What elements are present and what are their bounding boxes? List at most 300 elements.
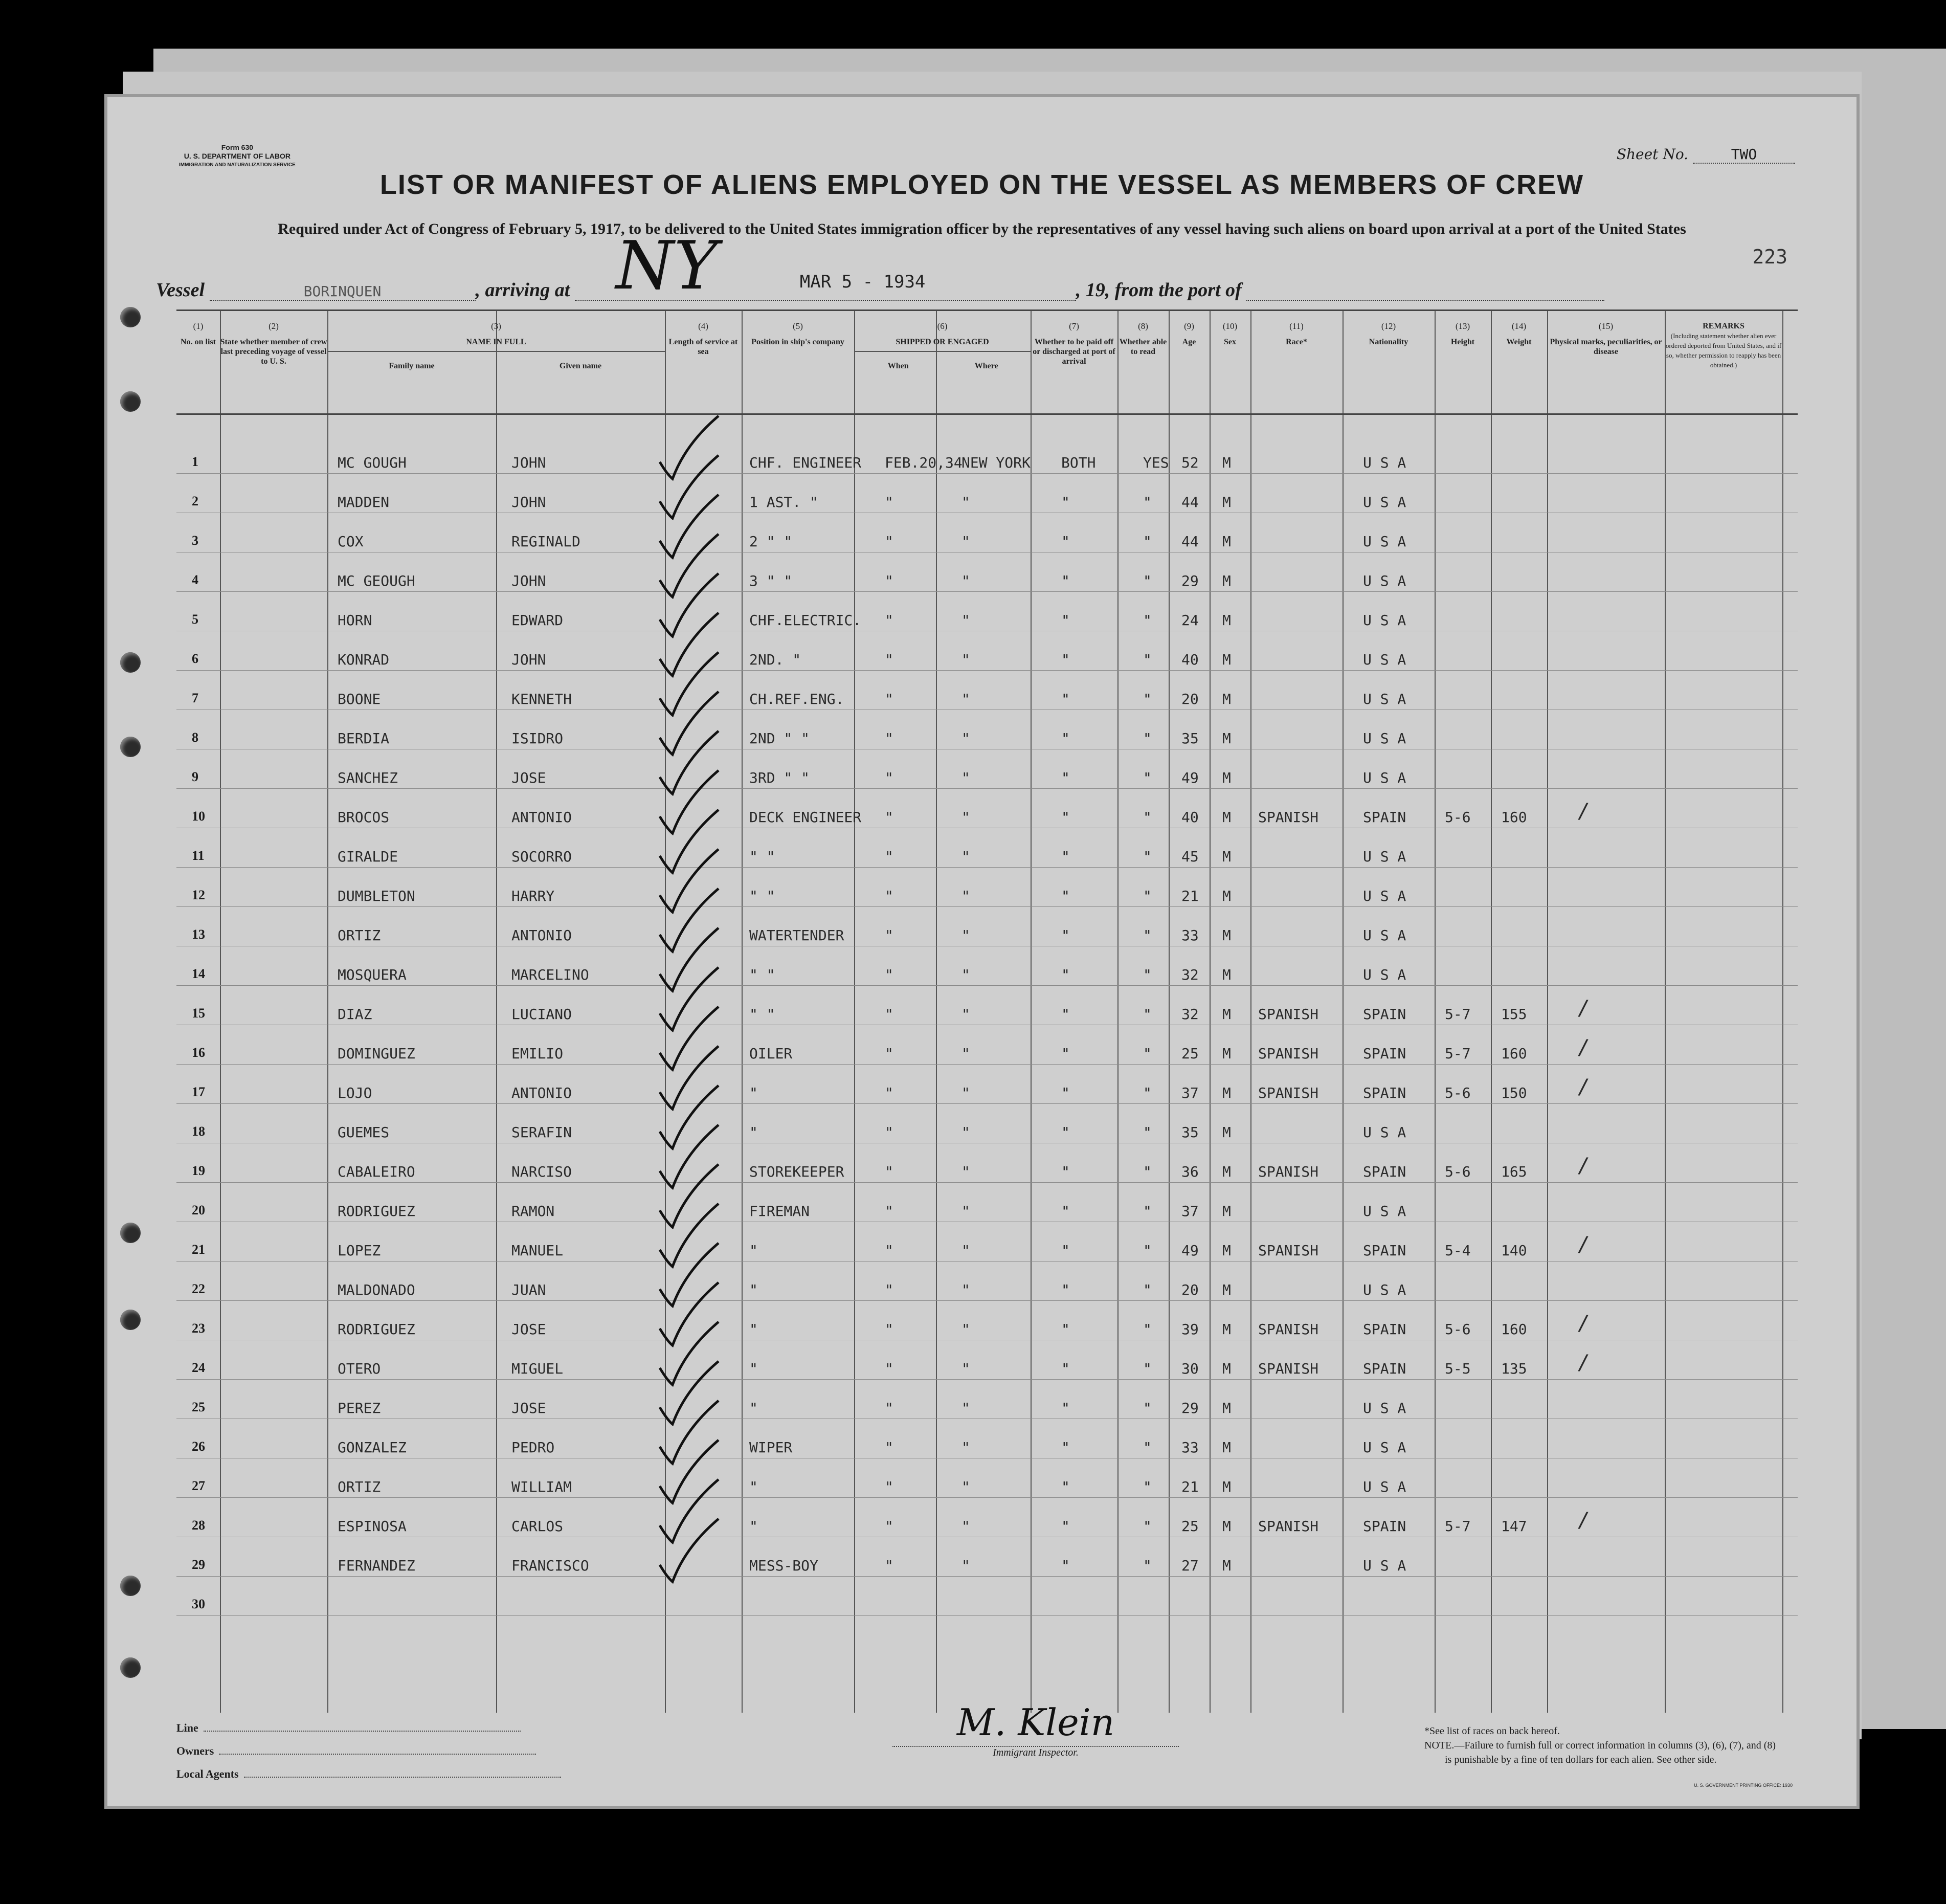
cell-age: 20 — [1181, 1281, 1199, 1298]
cell-family: DIAZ — [338, 1006, 372, 1023]
column-label: Age — [1182, 338, 1196, 346]
cell-read: " — [1143, 1281, 1152, 1298]
cell-when: " — [885, 1518, 893, 1535]
cell-family: MC GEOUGH — [338, 572, 415, 589]
table-row — [176, 1182, 1798, 1222]
cell-age: 44 — [1181, 494, 1199, 511]
arrival-port-handwritten: NY — [615, 227, 718, 304]
cell-age: 21 — [1181, 888, 1199, 904]
cell-sex: M — [1222, 572, 1231, 589]
cell-paid: " — [1061, 1045, 1070, 1062]
cell-no: 8 — [192, 730, 198, 745]
table-row — [176, 1261, 1798, 1301]
cell-paid: " — [1061, 1400, 1070, 1416]
cell-where: NEW YORK — [961, 454, 1031, 471]
cell-where: " — [961, 691, 970, 707]
cell-sex: M — [1222, 927, 1231, 944]
footer-notes — [1424, 1724, 1776, 1767]
table-row — [176, 906, 1798, 946]
cell-paid: " — [1061, 966, 1070, 983]
cell-read: " — [1143, 1321, 1152, 1338]
cell-age: 37 — [1181, 1084, 1199, 1101]
cell-when: " — [885, 1557, 893, 1574]
column-header — [1210, 311, 1250, 413]
table-row — [176, 985, 1798, 1025]
cell-paid: " — [1061, 927, 1070, 944]
table-row — [176, 1340, 1798, 1380]
cell-no: 14 — [192, 966, 205, 981]
penalty-note: NOTE.—Failure to furnish full or correct information in columns (3), (6), (7), and (8) — [1424, 1740, 1776, 1751]
cell-where: " — [961, 1006, 970, 1023]
year-label: , 19 — [1076, 279, 1105, 301]
cell-no: 12 — [192, 888, 205, 902]
cell-family: RODRIGUEZ — [338, 1203, 415, 1220]
cell-read: " — [1143, 1557, 1152, 1574]
cell-marks: / — [1578, 1154, 1591, 1178]
cell-when: " — [885, 1045, 893, 1062]
cell-given: MANUEL — [511, 1242, 564, 1259]
cell-when: " — [885, 848, 893, 865]
cell-family: SANCHEZ — [338, 769, 398, 786]
cell-age: 35 — [1181, 1124, 1199, 1141]
cell-nat: U S A — [1363, 1400, 1406, 1416]
cell-family: BOONE — [338, 691, 381, 707]
table-row — [176, 946, 1798, 986]
arrival-port-field — [575, 227, 1076, 304]
cell-family: ORTIZ — [338, 927, 381, 944]
cell-nat: U S A — [1363, 494, 1406, 511]
column-label: SHIPPED OR ENGAGED — [854, 337, 1031, 352]
cell-height: 5-4 — [1445, 1242, 1471, 1259]
cell-read: " — [1143, 1400, 1152, 1416]
cell-no: 13 — [192, 927, 205, 942]
cell-no: 26 — [192, 1439, 205, 1454]
cell-where: " — [961, 1242, 970, 1259]
cell-sex: M — [1222, 1400, 1231, 1416]
cell-marks: / — [1578, 1036, 1591, 1059]
column-header — [1435, 311, 1491, 413]
cell-where: " — [961, 1321, 970, 1338]
cell-read: " — [1143, 848, 1152, 865]
cell-no: 1 — [192, 454, 198, 469]
cell-family: BROCOS — [338, 809, 390, 826]
cell-no: 2 — [192, 494, 198, 508]
column-header — [742, 311, 854, 413]
cell-paid: " — [1061, 612, 1070, 629]
cell-given: SOCORRO — [511, 848, 572, 865]
cell-where: " — [961, 612, 970, 629]
cell-race: SPANISH — [1258, 1321, 1319, 1338]
column-label: Race* — [1286, 338, 1307, 346]
cell-position: CH.REF.ENG. — [749, 691, 844, 707]
cell-read: " — [1143, 730, 1152, 747]
cell-nat: U S A — [1363, 888, 1406, 904]
cell-family: KONRAD — [338, 651, 390, 668]
inspector-signature: M. Klein — [956, 1701, 1115, 1744]
cell-where: " — [961, 1281, 970, 1298]
cell-where: " — [961, 1084, 970, 1101]
column-header — [1117, 311, 1169, 413]
cell-when: " — [885, 769, 893, 786]
column-label: State whether member of crew last preceding voyage of vessel to U. S. — [220, 338, 327, 366]
cell-read: " — [1143, 651, 1152, 668]
cell-height: 5-5 — [1445, 1360, 1471, 1377]
cell-given: JOSE — [511, 769, 546, 786]
cell-where: " — [961, 1518, 970, 1535]
vessel-label: Vessel — [156, 279, 205, 301]
cell-given: NARCISO — [511, 1163, 572, 1180]
cell-nat: SPAIN — [1363, 1006, 1406, 1023]
cell-position: STOREKEEPER — [749, 1163, 844, 1180]
cell-read: " — [1143, 1360, 1152, 1377]
cell-sex: M — [1222, 1518, 1231, 1535]
cell-race: SPANISH — [1258, 1242, 1319, 1259]
cell-nat: SPAIN — [1363, 1163, 1406, 1180]
cell-age: 37 — [1181, 1203, 1199, 1220]
cell-nat: U S A — [1363, 1281, 1406, 1298]
cell-age: 33 — [1181, 927, 1199, 944]
cell-position: " " — [749, 966, 775, 983]
cell-no: 16 — [192, 1045, 205, 1060]
cell-weight: 135 — [1501, 1360, 1527, 1377]
cell-position: " — [749, 1281, 758, 1298]
cell-no: 27 — [192, 1478, 205, 1493]
column-number: (9) — [1184, 321, 1194, 331]
cell-family: GONZALEZ — [338, 1439, 407, 1456]
cell-nat: U S A — [1363, 769, 1406, 786]
cell-nat: U S A — [1363, 691, 1406, 707]
cell-sex: M — [1222, 1439, 1231, 1456]
cell-when: " — [885, 1124, 893, 1141]
cell-read: " — [1143, 809, 1152, 826]
cell-no: 24 — [192, 1360, 205, 1375]
column-header — [327, 311, 665, 413]
cell-read: " — [1143, 1518, 1152, 1535]
column-header — [1250, 311, 1343, 413]
cell-where: " — [961, 1203, 970, 1220]
cell-no: 5 — [192, 612, 198, 627]
cell-given: ANTONIO — [511, 809, 572, 826]
cell-read: " — [1143, 1478, 1152, 1495]
cell-read: " — [1143, 533, 1152, 550]
cell-weight: 147 — [1501, 1518, 1527, 1535]
cell-nat: U S A — [1363, 1203, 1406, 1220]
cell-when: " — [885, 927, 893, 944]
cell-position: 1 AST. " — [749, 494, 818, 511]
cell-position: 2 " " — [749, 533, 793, 550]
cell-where: " — [961, 1163, 970, 1180]
cell-read: " — [1143, 1439, 1152, 1456]
column-label: No. on list — [181, 338, 216, 346]
cell-family: GUEMES — [338, 1124, 390, 1141]
cell-when: " — [885, 966, 893, 983]
cell-marks: / — [1578, 997, 1591, 1020]
cell-sex: M — [1222, 1242, 1231, 1259]
cell-where: " — [961, 730, 970, 747]
cell-age: 44 — [1181, 533, 1199, 550]
column-number: (1) — [193, 321, 204, 331]
cell-read: " — [1143, 1006, 1152, 1023]
table-row — [176, 1576, 1798, 1616]
table-row — [176, 1025, 1798, 1065]
cell-paid: " — [1061, 809, 1070, 826]
races-note: *See list of races on back hereof. — [1424, 1725, 1560, 1737]
inspector-label: Immigrant Inspector. — [892, 1746, 1179, 1759]
cell-where: " — [961, 1478, 970, 1495]
cell-no: 6 — [192, 651, 198, 666]
table-row — [176, 473, 1798, 513]
cell-family: OTERO — [338, 1360, 381, 1377]
punch-hole — [120, 1657, 141, 1678]
column-label: Sex — [1224, 338, 1236, 346]
sheet-number — [1617, 146, 1795, 164]
cell-given: JOSE — [511, 1400, 546, 1416]
cell-given: REGINALD — [511, 533, 580, 550]
cell-position: " — [749, 1124, 758, 1141]
cell-given: EMILIO — [511, 1045, 564, 1062]
cell-height: 5-6 — [1445, 809, 1471, 826]
table-row — [176, 1103, 1798, 1143]
cell-when: " — [885, 572, 893, 589]
cell-age: 40 — [1181, 809, 1199, 826]
line-label: Line — [176, 1721, 198, 1734]
cell-weight: 160 — [1501, 809, 1527, 826]
column-number: (15) — [1598, 321, 1614, 331]
owners-field — [176, 1744, 536, 1758]
cell-given: HARRY — [511, 888, 555, 904]
cell-family: BERDIA — [338, 730, 390, 747]
column-label: Weight — [1506, 338, 1532, 346]
punch-hole — [120, 391, 141, 412]
cell-weight: 160 — [1501, 1045, 1527, 1062]
cell-race: SPANISH — [1258, 1518, 1319, 1535]
cell-position: OILER — [749, 1045, 793, 1062]
column-label: Position in ship's company — [751, 338, 844, 346]
cell-given: CARLOS — [511, 1518, 564, 1535]
column-sublabel: (Including statement whether alien ever ordered deported from United States, and if so, whether permission to reapply has been obtained.) — [1665, 332, 1782, 369]
cell-given: KENNETH — [511, 691, 572, 707]
cell-age: 39 — [1181, 1321, 1199, 1338]
cell-position: " " — [749, 888, 775, 904]
cell-given: JUAN — [511, 1281, 546, 1298]
cell-position: 3 " " — [749, 572, 793, 589]
cell-when: " — [885, 612, 893, 629]
cell-no: 15 — [192, 1006, 205, 1021]
column-header — [665, 311, 742, 413]
cell-nat: U S A — [1363, 612, 1406, 629]
form-tag — [179, 143, 296, 169]
cell-family: CABALEIRO — [338, 1163, 415, 1180]
cell-family: MC GOUGH — [338, 454, 407, 471]
cell-position: CHF. ENGINEER — [749, 454, 862, 471]
footer — [176, 1701, 1798, 1793]
cell-weight: 150 — [1501, 1084, 1527, 1101]
cell-when: " — [885, 1321, 893, 1338]
cell-paid: " — [1061, 533, 1070, 550]
cell-where: " — [961, 848, 970, 865]
cell-position: 2ND. " — [749, 651, 801, 668]
cell-given: PEDRO — [511, 1439, 555, 1456]
cell-given: JOHN — [511, 454, 546, 471]
penalty-note-cont: is punishable by a fine of ten dollars for each alien. See other side. — [1445, 1754, 1717, 1765]
cell-read: " — [1143, 1045, 1152, 1062]
cell-no: 9 — [192, 769, 198, 784]
cell-no: 28 — [192, 1518, 205, 1533]
cell-age: 32 — [1181, 1006, 1199, 1023]
cell-family: DOMINGUEZ — [338, 1045, 415, 1062]
cell-position: " — [749, 1478, 758, 1495]
punch-hole — [120, 1310, 141, 1330]
cell-nat: U S A — [1363, 966, 1406, 983]
table-row — [176, 867, 1798, 907]
cell-position: " — [749, 1518, 758, 1535]
cell-where: " — [961, 651, 970, 668]
cell-sex: M — [1222, 1321, 1231, 1338]
cell-height: 5-6 — [1445, 1321, 1471, 1338]
column-number: (4) — [698, 321, 708, 331]
column-sublabel: When — [887, 362, 909, 370]
column-label: Physical marks, peculiarities, or disease — [1550, 338, 1662, 356]
column-number: (11) — [1289, 321, 1304, 331]
cell-read: " — [1143, 1124, 1152, 1141]
cell-race: SPANISH — [1258, 1084, 1319, 1101]
cell-when: " — [885, 1203, 893, 1220]
cell-where: " — [961, 572, 970, 589]
cell-position: WIPER — [749, 1439, 793, 1456]
cell-paid: " — [1061, 1478, 1070, 1495]
column-number: (2) — [269, 321, 279, 331]
table-row — [176, 631, 1798, 671]
column-number: (14) — [1511, 321, 1527, 331]
cell-where: " — [961, 888, 970, 904]
column-header — [176, 311, 220, 413]
cell-given: ISIDRO — [511, 730, 564, 747]
cell-paid: " — [1061, 1084, 1070, 1101]
cell-age: 29 — [1181, 572, 1199, 589]
cell-given: MARCELINO — [511, 966, 589, 983]
cell-read: " — [1143, 927, 1152, 944]
table-row — [176, 1300, 1798, 1340]
cell-paid: " — [1061, 1124, 1070, 1141]
cell-sex: M — [1222, 1478, 1231, 1495]
table-row — [176, 710, 1798, 749]
punch-hole — [120, 737, 141, 757]
cell-position: CHF.ELECTRIC. — [749, 612, 862, 629]
cell-nat: SPAIN — [1363, 1360, 1406, 1377]
cell-family: MADDEN — [338, 494, 390, 511]
cell-where: " — [961, 1557, 970, 1574]
cell-paid: " — [1061, 730, 1070, 747]
cell-paid: " — [1061, 888, 1070, 904]
cell-sex: M — [1222, 769, 1231, 786]
cell-height: 5-6 — [1445, 1084, 1471, 1101]
cell-paid: " — [1061, 1518, 1070, 1535]
crew-table — [176, 309, 1798, 1713]
cell-age: 27 — [1181, 1557, 1199, 1574]
column-header — [854, 311, 1031, 413]
cell-read: " — [1143, 769, 1152, 786]
table-row — [176, 670, 1798, 710]
table-row — [176, 552, 1798, 592]
cell-read: " — [1143, 966, 1152, 983]
table-row — [176, 1379, 1798, 1419]
cell-given: RAMON — [511, 1203, 555, 1220]
cell-paid: " — [1061, 691, 1070, 707]
column-label: Whether able to read — [1119, 338, 1167, 356]
cell-when: " — [885, 1163, 893, 1180]
cell-where: " — [961, 809, 970, 826]
table-row — [176, 788, 1798, 828]
cell-no: 7 — [192, 691, 198, 705]
cell-read: " — [1143, 1163, 1152, 1180]
cell-sex: M — [1222, 1557, 1231, 1574]
table-row — [176, 1419, 1798, 1458]
cell-family: ESPINOSA — [338, 1518, 407, 1535]
cell-when: " — [885, 1439, 893, 1456]
cell-paid: " — [1061, 1163, 1070, 1180]
table-header — [176, 311, 1798, 415]
inspector-signature-block — [892, 1701, 1179, 1759]
column-number: (7) — [1069, 321, 1079, 331]
cell-nat: U S A — [1363, 454, 1406, 471]
from-port-label: , from the port of — [1105, 279, 1242, 301]
cell-no: 23 — [192, 1321, 205, 1336]
cell-marks: / — [1578, 1075, 1591, 1099]
cell-height: 5-7 — [1445, 1518, 1471, 1535]
cell-race: SPANISH — [1258, 1045, 1319, 1062]
cell-marks: / — [1578, 1312, 1591, 1335]
cell-sex: M — [1222, 454, 1231, 471]
cell-age: 40 — [1181, 651, 1199, 668]
column-header — [220, 311, 327, 413]
cell-paid: " — [1061, 1360, 1070, 1377]
cell-age: 35 — [1181, 730, 1199, 747]
cell-nat: SPAIN — [1363, 809, 1406, 826]
cell-where: " — [961, 1400, 970, 1416]
cell-read: " — [1143, 1242, 1152, 1259]
cell-nat: U S A — [1363, 533, 1406, 550]
cell-paid: " — [1061, 1321, 1070, 1338]
cell-paid: " — [1061, 1439, 1070, 1456]
cell-where: " — [961, 1360, 970, 1377]
cell-paid: " — [1061, 1281, 1070, 1298]
cell-given: JOHN — [511, 572, 546, 589]
column-label: Whether to be paid off or discharged at port of arrival — [1033, 338, 1115, 366]
cell-read: YES — [1143, 454, 1169, 471]
cell-position: MESS-BOY — [749, 1557, 818, 1574]
cell-nat: SPAIN — [1363, 1242, 1406, 1259]
cell-when: " — [885, 1006, 893, 1023]
cell-sex: M — [1222, 1360, 1231, 1377]
cell-sex: M — [1222, 848, 1231, 865]
cell-age: 25 — [1181, 1045, 1199, 1062]
cell-read: " — [1143, 572, 1152, 589]
arriving-label: , arriving at — [475, 279, 570, 301]
cell-read: " — [1143, 1084, 1152, 1101]
cell-race: SPANISH — [1258, 1163, 1319, 1180]
cell-age: 30 — [1181, 1360, 1199, 1377]
column-number: (10) — [1222, 321, 1238, 331]
agents-field — [176, 1767, 561, 1781]
cell-sex: M — [1222, 533, 1231, 550]
cell-sex: M — [1222, 966, 1231, 983]
service-name: IMMIGRATION AND NATURALIZATION SERVICE — [179, 162, 296, 168]
cell-nat: U S A — [1363, 572, 1406, 589]
cell-family: MOSQUERA — [338, 966, 407, 983]
cell-height: 5-6 — [1445, 1163, 1471, 1180]
cell-marks: / — [1578, 1351, 1591, 1375]
cell-family: ORTIZ — [338, 1478, 381, 1495]
